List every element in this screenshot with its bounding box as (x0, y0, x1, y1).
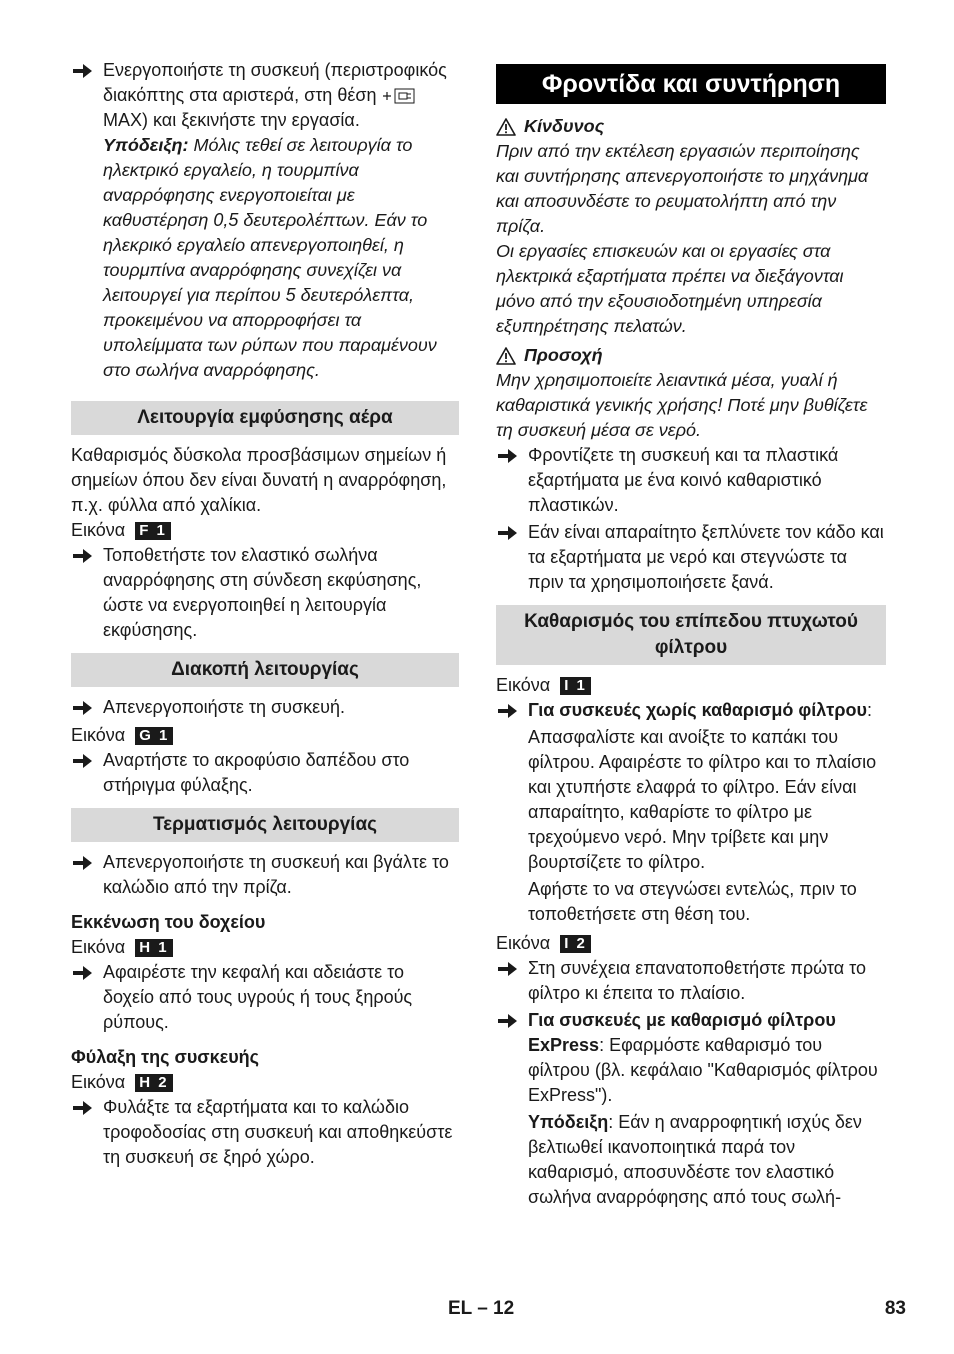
filter-cleaning-heading: Καθαρισμός του επίπεδου πτυχωτού φίλτρου (496, 605, 886, 665)
caution-label-line (496, 343, 886, 368)
interrupt-heading: Διακοπή λειτουργίας (71, 653, 459, 687)
blow-mode-step (71, 543, 459, 643)
figure-label: Εικόνα (71, 1072, 126, 1092)
storage-step (71, 1095, 459, 1170)
switch-on-text: Ενεργοποιήστε τη συσκευή (περιστροφικός διακόπτης στα αριστερά, στη θέση (103, 60, 447, 105)
figure-badge: H 1 (135, 939, 172, 957)
express-clean-text: : Εφαρμόστε καθαρισμό του φίλτρου (βλ. κεφάλαιο "Καθαρισμός φίλτρου ExPress"). (528, 1035, 878, 1105)
interrupt-step-1-text: Απενεργοποιήστε τη συσκευή. (103, 697, 345, 717)
arrow-right-icon (73, 543, 95, 568)
arrow-right-icon (73, 960, 95, 985)
empty-container-step-text: Αφαιρέστε την κεφαλή και αδειάστε το δοχείο από τους υγρούς ή τους ξηρούς ρύπους. (103, 962, 413, 1032)
footer-label: EL – 12 (448, 1298, 515, 1319)
empty-container-step (71, 960, 459, 1035)
interrupt-step-2 (71, 748, 459, 798)
figure-label: Εικόνα (71, 725, 126, 745)
turbine-note (71, 133, 459, 383)
warning-triangle-icon (496, 118, 516, 136)
reinsert-step-text: Στη συνέχεια επανατοποθετήστε πρώτα το φίλτρο κι έπειτα το πλαίσιο. (528, 958, 867, 1003)
caution-text: Μην χρησιμοποιείτε λειαντικά μέσα, γυαλί ή καθαριστικά γενικής χρήσης! Ποτέ μην βυθίζετε τη συσκευή μέσα σε νερό. (496, 370, 868, 440)
note-label: Υπόδειξη: (103, 135, 189, 155)
switch-on-step (71, 58, 459, 133)
no-filter-clean-title: Για συσκευές χωρίς καθαρισμό φίλτρου (528, 700, 867, 720)
note-text: Μόλις τεθεί σε λειτουργία το ηλεκτρικό εργαλείο, η τουρμπίνα αναρρόφησης ενεργοποιείται με καθυστέρηση 0,5 δευτερολέπτων. Εάν το ηλεκρικό εργαλείο απενεργοποιηθεί, η τουρμπίνα αναρρόφησης συνεχίζει να λειτουργεί για περίπου 5 δευτερόλεπτα, προκειμένου να απορροφήσει τα υπολείμματα των ρύπων που παραμένουν στο σωλήνα αναρρόφησης. (103, 135, 437, 380)
figure-badge: G 1 (135, 727, 173, 745)
interrupt-step-2-text: Αναρτήστε το ακροφύσιο δαπέδου στο στήριγμα φύλαξης. (103, 750, 410, 795)
express-note-label: Υπόδειξη (528, 1112, 609, 1132)
express-note (496, 1110, 886, 1210)
danger-text-1: Πριν από την εκτέλεση εργασιών περιποίησης και συντήρησης απενεργοποιήστε το μηχάνημα και αποσυνδέστε το ρευματολήπτη από την πρίζα. (496, 141, 869, 236)
arrow-right-icon (73, 850, 95, 875)
figure-ref-g1 (71, 723, 459, 748)
figure-ref-i2 (496, 931, 886, 956)
figure-label: Εικόνα (71, 520, 126, 540)
page-number: 83 (884, 1298, 906, 1319)
figure-badge: H 2 (135, 1074, 172, 1092)
arrow-right-icon (73, 748, 95, 773)
care-step-1-text: Φροντίζετε τη συσκευή και τα πλαστικά εξαρτήματα με ένα κοινό καθαριστικό πλαστικών. (528, 445, 839, 515)
figure-label: Εικόνα (71, 937, 126, 957)
express-clean-step (496, 1008, 886, 1108)
no-filter-clean-colon: : (866, 700, 872, 720)
care-step-1 (496, 443, 886, 518)
figure-ref-f1 (71, 518, 459, 543)
no-filter-clean-step (496, 698, 886, 723)
warning-triangle-icon (496, 347, 516, 365)
danger-label-line (496, 114, 886, 139)
finish-step-text: Απενεργοποιήστε τη συσκευή και βγάλτε το καλώδιο από την πρίζα. (103, 852, 449, 897)
figure-ref-i1 (496, 673, 886, 698)
danger-label: Κίνδυνος (524, 116, 605, 136)
finish-heading: Τερματισμός λειτουργίας (71, 808, 459, 842)
arrow-right-icon (73, 58, 95, 83)
power-tool-socket-icon (382, 87, 416, 105)
care-step-2-text: Εάν είναι απαραίτητο ξεπλύνετε τον κάδο και τα εξαρτήματα με νερό και στεγνώστε τα πριν τα χρησιμοποιήσετε ξανά. (528, 522, 884, 592)
care-step-2 (496, 520, 886, 595)
storage-heading: Φύλαξη της συσκευής (71, 1047, 260, 1067)
arrow-right-icon (498, 1008, 520, 1033)
figure-ref-h2 (71, 1070, 459, 1095)
arrow-right-icon (498, 698, 520, 723)
danger-text-2: Οι εργασίες επισκευών και οι εργασίες στα ηλεκτρικά εξαρτήματα πρέπει να διεξάγονται μόνο από την εξουσιοδοτημένη υπηρεσία εξυπηρέτησης πελατών. (496, 241, 844, 336)
no-filter-clean-text-2: Αφήστε το να στεγνώσει εντελώς, πριν το τοποθετήσετε στη θέση του. (528, 879, 857, 924)
blow-mode-step-text: Τοποθετήστε τον ελαστικό σωλήνα αναρρόφησης στη σύνδεση εκφύσησης, ώστε να ενεργοποιηθεί η λειτουργία εκφύσησης. (103, 545, 422, 640)
arrow-right-icon (73, 1095, 95, 1120)
care-maintenance-heading: Φροντίδα και συντήρηση (496, 64, 886, 104)
arrow-right-icon (498, 443, 520, 468)
arrow-right-icon (73, 695, 95, 720)
figure-badge: I 1 (560, 677, 591, 695)
no-filter-clean-text-1: Απασφαλίστε και ανοίξτε το καπάκι του φίλτρου. Αφαιρέστε το φίλτρο και το πλαίσιο και χτυπήστε ελαφρά το φίλτρο. Εάν είναι απαραίτητο, καθαρίστε το φίλτρο με τρεχούμενο νερό. Μην τρίβετε και μην βουρτσίζετε το φίλτρο. (528, 727, 877, 872)
express-clean-title: Για συσκευές με καθαρισμό φίλτρου ExPress (528, 1010, 836, 1055)
figure-badge: I 2 (560, 935, 591, 953)
express-note-text: : Εάν η αναρροφητική ισχύς δεν βελτιωθεί ικανοποιητικά παρά τον καθαρισμό, αποσυνδέστε τον ελαστικό σωλήνα αναρρόφησης από τους σωλή- (528, 1112, 862, 1207)
empty-container-heading: Εκκένωση του δοχείου (71, 912, 266, 932)
arrow-right-icon (498, 520, 520, 545)
figure-ref-h1 (71, 935, 459, 960)
interrupt-step-1 (71, 695, 459, 720)
right-column (496, 64, 886, 1210)
figure-badge: F 1 (135, 522, 171, 540)
caution-label: Προσοχή (524, 345, 603, 365)
blow-mode-text: Καθαρισμός δύσκολα προσβάσιμων σημείων ή σημείων όπου δεν είναι δυνατή η αναρρόφηση, π.χ. φύλλα από χαλίκια. (71, 445, 447, 515)
arrow-right-icon (498, 956, 520, 981)
figure-label: Εικόνα (496, 933, 551, 953)
switch-on-text-end: MAX) και ξεκινήστε την εργασία. (103, 110, 360, 130)
blow-mode-heading: Λειτουργία εμφύσησης αέρα (71, 401, 459, 435)
figure-label: Εικόνα (496, 675, 551, 695)
finish-step (71, 850, 459, 900)
left-column (71, 58, 459, 1170)
storage-step-text: Φυλάξτε τα εξαρτήματα και το καλώδιο τροφοδοσίας στη συσκευή και αποθηκεύστε τη συσκευή σε ξηρό χώρο. (103, 1097, 453, 1167)
reinsert-step (496, 956, 886, 1006)
